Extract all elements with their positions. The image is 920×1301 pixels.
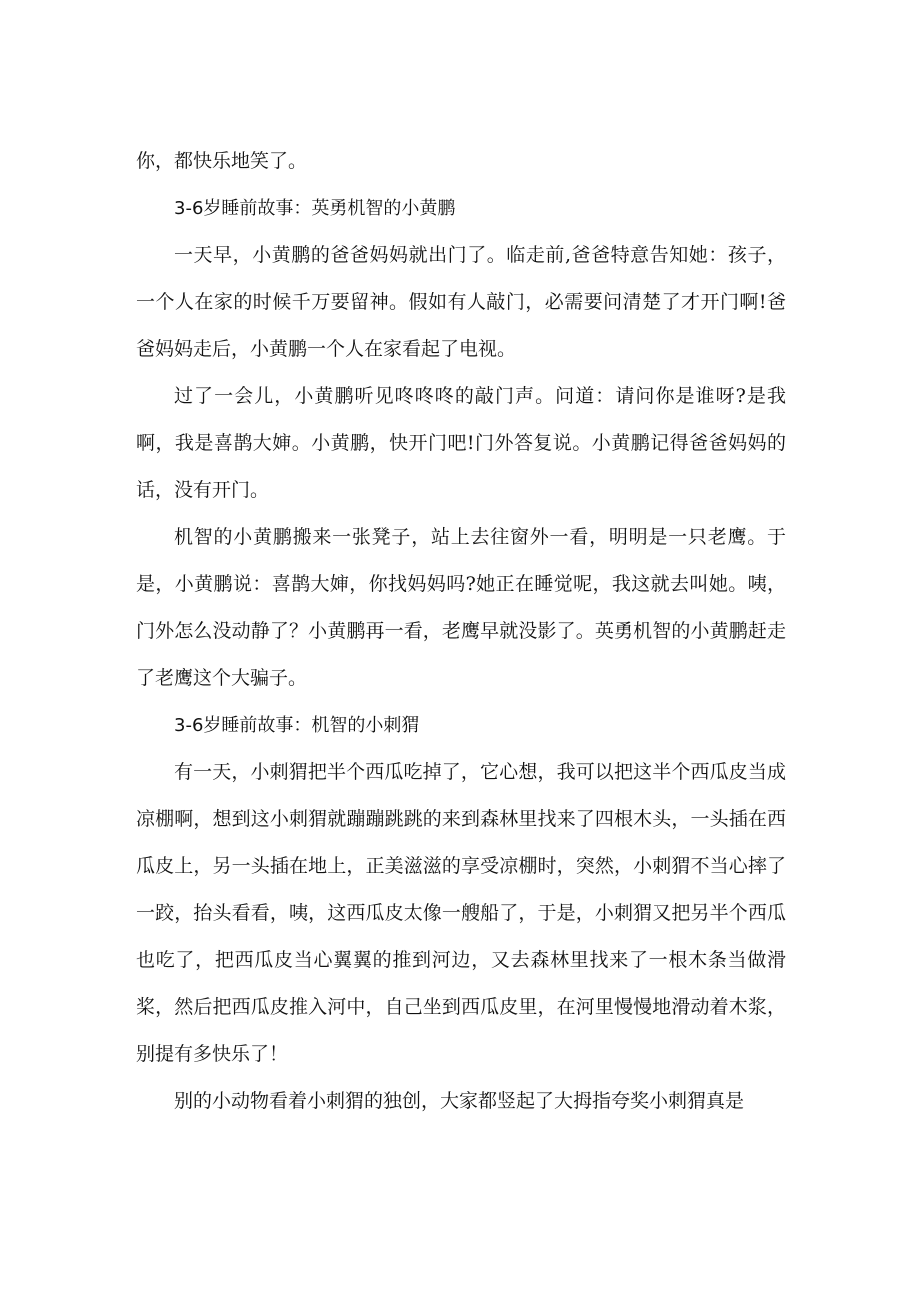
paragraph: 别的小动物看着小刺猬的独创，大家都竖起了大拇指夸奖小刺猬真是 <box>174 1090 745 1112</box>
paragraph: 一天早，小黄鹏的爸爸妈妈就出门了。临走前,爸爸特意告知她：孩子，一个人在家的时候千万要留神。假如有人敲门，必需要问清楚了才开门啊!爸爸妈妈走后，小黄鹏一个人在家看起了电视。 <box>136 244 786 360</box>
paragraph: 机智的小黄鹏搬来一张凳子，站上去往窗外一看，明明是一只老鹰。于是，小黄鹏说：喜鹊大婶，你找妈妈吗?她正在睡觉呢，我这就去叫她。咦，门外怎么没动静了？小黄鹏再一看，老鹰早就没影了。英勇机智的小黄鹏赶走了老鹰这个大骗子。 <box>136 526 786 689</box>
story-title-yellow-bird: 3-6岁睡前故事：英勇机智的小黄鹏 <box>174 198 456 219</box>
story-title-hedgehog: 3-6岁睡前故事：机智的小刺猬 <box>174 715 420 736</box>
paragraph-continuation: 你，都快乐地笑了。 <box>136 150 308 172</box>
paragraph: 过了一会儿，小黄鹏听见咚咚咚的敲门声。问道：请问你是谁呀?是我啊，我是喜鹊大婶。小黄鹏，快开门吧!门外答复说。小黄鹏记得爸爸妈妈的话，没有开门。 <box>136 385 786 501</box>
paragraph: 有一天，小刺猬把半个西瓜吃掉了，它心想，我可以把这半个西瓜皮当成凉棚啊，想到这小刺猬就蹦蹦跳跳的来到森林里找来了四根木头，一头插在西瓜皮上，另一头插在地上，正美滋滋的享受凉棚时，突然，小刺猬不当心摔了一跤，抬头看看，咦，这西瓜皮太像一艘船了，于是，小刺猬又把另半个西瓜也吃了，把西瓜皮当心翼翼的推到河边，又去森林里找来了一根木条当做滑桨，然后把西瓜皮推入河中，自己坐到西瓜皮里，在河里慢慢地滑动着木浆，别提有多快乐了！ <box>136 761 786 1065</box>
document-body <box>136 138 786 1125</box>
